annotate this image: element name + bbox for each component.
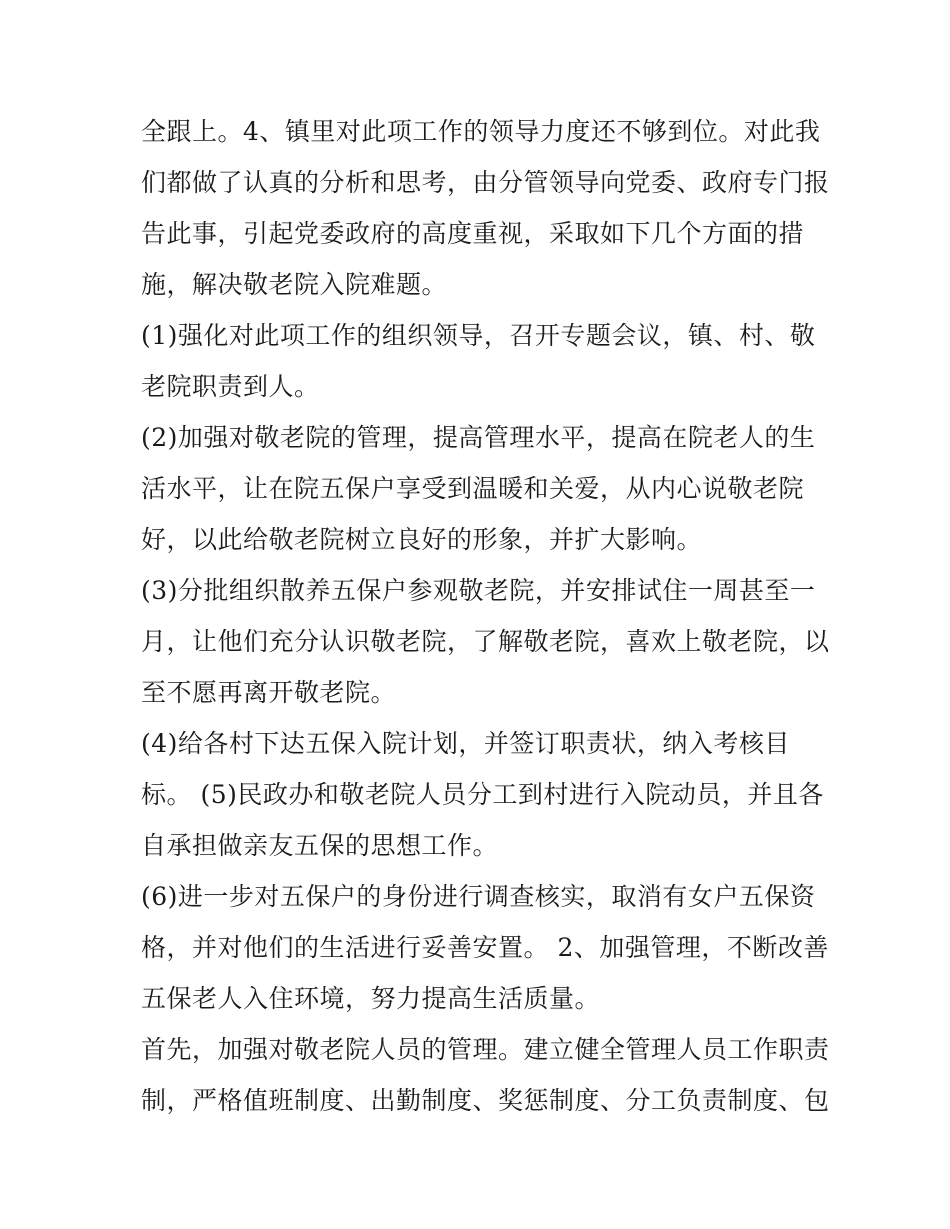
text-line-20: 制，严格值班制度、出勤制度、奖惩制度、分工负责制度、包 — [141, 1086, 830, 1115]
text-line-4: 施，解决敬老院入院难题。 — [141, 270, 448, 299]
text-line-16: (6)进一步对五保户的身份进行调查核实，取消有女户五保资 — [141, 882, 816, 911]
text-line-2: 们都做了认真的分析和思考，由分管领导向党委、政府专门报 — [141, 168, 830, 197]
text-line-13: (4)给各村下达五保入院计划，并签订职责状，纳入考核目 — [141, 729, 790, 758]
text-line-1: 全跟上。4、镇里对此项工作的领导力度还不够到位。对此我 — [141, 117, 821, 146]
text-line-18: 五保老人入住环境，努力提高生活质量。 — [141, 984, 601, 1013]
text-line-5: (1)强化对此项工作的组织领导，召开专题会议，镇、村、敬 — [141, 321, 816, 350]
text-line-6: 老院职责到人。 — [141, 372, 320, 401]
text-line-17: 格，并对他们的生活进行妥善安置。 2、加强管理，不断改善 — [141, 933, 829, 962]
document-body — [141, 106, 830, 1126]
text-line-8: 活水平，让在院五保户享受到温暖和关爱，从内心说敬老院 — [141, 474, 805, 503]
text-line-9: 好，以此给敬老院树立良好的形象，并扩大影响。 — [141, 525, 703, 554]
text-line-7: (2)加强对敬老院的管理，提高管理水平，提高在院老人的生 — [141, 423, 816, 452]
text-line-3: 告此事，引起党委政府的高度重视，采取如下几个方面的措 — [141, 219, 805, 248]
text-line-12: 至不愿再离开敬老院。 — [141, 678, 397, 707]
text-line-19: 首先，加强对敬老院人员的管理。建立健全管理人员工作职责 — [141, 1035, 830, 1064]
text-line-14: 标。 (5)民政办和敬老院人员分工到村进行入院动员，并且各 — [141, 780, 824, 809]
text-line-11: 月，让他们充分认识敬老院，了解敬老院，喜欢上敬老院，以 — [141, 627, 830, 656]
text-line-10: (3)分批组织散养五保户参观敬老院，并安排试住一周甚至一 — [141, 576, 816, 605]
text-line-15: 自承担做亲友五保的思想工作。 — [141, 831, 499, 860]
